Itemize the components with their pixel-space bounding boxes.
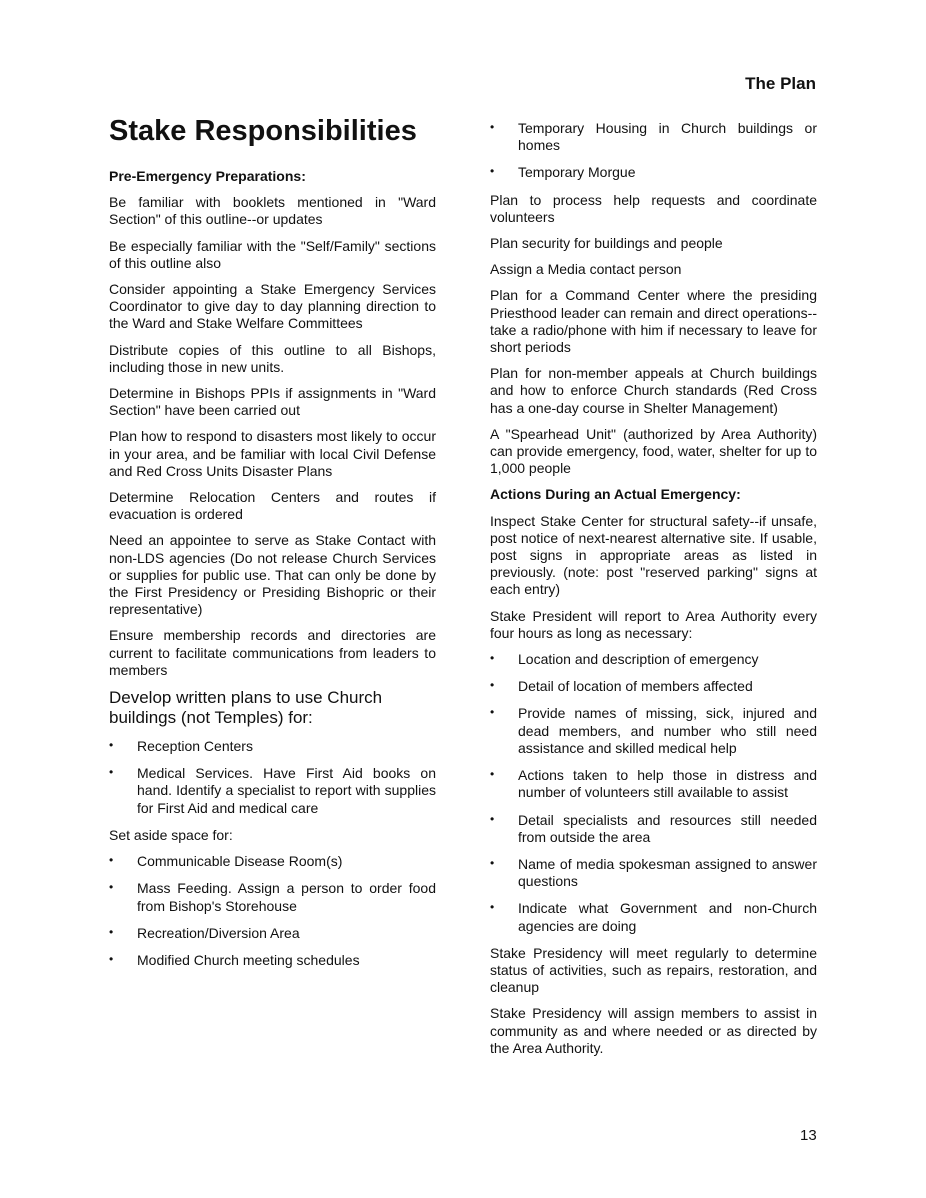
list-item: • Modified Church meeting schedules — [109, 951, 360, 968]
bullet-icon: • — [490, 811, 495, 826]
paragraph: A "Spearhead Unit" (authorized by Area Authority) can provide emergency, food, water, shelter for up to 1,000 people — [490, 425, 817, 477]
bullet-icon: • — [490, 767, 495, 782]
bullet-icon: • — [490, 900, 495, 915]
paragraph: Be especially familiar with the "Self/Family" sections of this outline also — [109, 237, 436, 271]
paragraph: Determine in Bishops PPIs if assignments in "Ward Section" have been carried out — [109, 385, 436, 419]
list-item: • Actions taken to help those in distress and number of volunteers still available to assist — [490, 767, 817, 801]
list-item: • Medical Services. Have First Aid books on hand. Identify a specialist to report with supplies for First Aid and medical care — [109, 765, 436, 816]
paragraph: Ensure membership records and directories are current to facilitate communications from leaders to members — [109, 627, 436, 678]
list-item: • Indicate what Government and non-Church agencies are doing — [490, 900, 817, 934]
paragraph: Need an appointee to serve as Stake Contact with non-LDS agencies (Do not release Church Services or supplies for public use. That can only be done by the First Presidency or Presiding Bishopric or their representative) — [109, 532, 436, 618]
paragraph: Inspect Stake Center for structural safety--if unsafe, post notice of next-nearest alternative site. If usable, post signs in appropriate areas as listed in previously. (note: post "reserved parking" signs at each entry) — [490, 512, 817, 598]
page-header-title: The Plan — [745, 74, 816, 93]
bullet-icon: • — [490, 855, 495, 870]
paragraph: Plan how to respond to disasters most likely to occur in your area, and be familiar with local Civil Defense and Red Cross Units Disaster Plans — [109, 428, 436, 479]
paragraph: Be familiar with booklets mentioned in "Ward Section" of this outline--or updates — [109, 194, 436, 228]
bullet-icon: • — [109, 853, 114, 868]
list-item: • Recreation/Diversion Area — [109, 924, 300, 941]
paragraph: Stake Presidency will meet regularly to determine status of activities, such as repairs, restoration, and cleanup — [490, 944, 817, 996]
paragraph: Plan for a Command Center where the presiding Priesthood leader can remain and direct operations--take a radio/phone with him if necessary to leave for short periods — [490, 287, 817, 356]
bullet-icon: • — [109, 765, 114, 780]
list-item: • Temporary Housing in Church buildings or homes — [490, 120, 817, 154]
paragraph: Plan for non-member appeals at Church buildings and how to enforce Church standards (Red Cross has a one-day course in Shelter Management) — [490, 365, 817, 416]
paragraph: Consider appointing a Stake Emergency Services Coordinator to give day to day planning direction to the Ward and Stake Welfare Committees — [109, 281, 436, 332]
develop-plans-heading: Develop written plans to use Church buildings (not Temples) for: — [109, 688, 383, 728]
list-item: • Temporary Morgue — [490, 164, 636, 181]
paragraph: Assign a Media contact person — [490, 261, 682, 278]
bullet-icon: • — [109, 924, 114, 939]
buildings-use-list-continued — [490, 120, 817, 182]
paragraph: Stake Presidency will assign members to assist in community as and where needed or as directed by the Area Authority. — [490, 1005, 817, 1056]
list-item: • Detail specialists and resources still needed from outside the area — [490, 811, 817, 845]
set-aside-label: Set aside space for: — [109, 826, 233, 843]
bullet-icon: • — [490, 120, 495, 134]
left-column — [109, 108, 436, 979]
bullet-icon: • — [490, 651, 495, 666]
buildings-use-list — [109, 738, 436, 817]
list-item: • Name of media spokesman assigned to answer questions — [490, 855, 817, 890]
bullet-icon: • — [490, 678, 495, 693]
actions-heading: Actions During an Actual Emergency: — [490, 486, 741, 503]
pre-emergency-heading: Pre-Emergency Preparations: — [109, 168, 306, 184]
bullet-icon: • — [109, 738, 114, 753]
bullet-icon: • — [490, 705, 495, 720]
space-list — [109, 853, 436, 969]
paragraph: Distribute copies of this outline to all Bishops, including those in new units. — [109, 341, 436, 375]
bullet-icon: • — [109, 880, 114, 895]
paragraph: Plan to process help requests and coordinate volunteers — [490, 191, 817, 225]
report-items-list — [490, 651, 817, 935]
right-column — [490, 120, 817, 1066]
section-title: Stake Responsibilities — [109, 115, 417, 147]
bullet-icon: • — [109, 951, 114, 966]
list-item: • Provide names of missing, sick, injured and dead members, and number who still need assistance and skilled medical help — [490, 705, 817, 756]
paragraph: Determine Relocation Centers and routes if evacuation is ordered — [109, 489, 436, 523]
page-number: 13 — [800, 1127, 817, 1144]
list-item: • Reception Centers — [109, 738, 253, 755]
paragraph: Plan security for buildings and people — [490, 235, 723, 252]
paragraph: Stake President will report to Area Authority every four hours as long as necessary: — [490, 607, 817, 641]
bullet-icon: • — [490, 164, 495, 179]
list-item: • Communicable Disease Room(s) — [109, 853, 343, 870]
list-item: • Detail of location of members affected — [490, 678, 753, 695]
list-item: • Mass Feeding. Assign a person to order food from Bishop's Storehouse — [109, 880, 436, 914]
list-item: • Location and description of emergency — [490, 651, 759, 668]
